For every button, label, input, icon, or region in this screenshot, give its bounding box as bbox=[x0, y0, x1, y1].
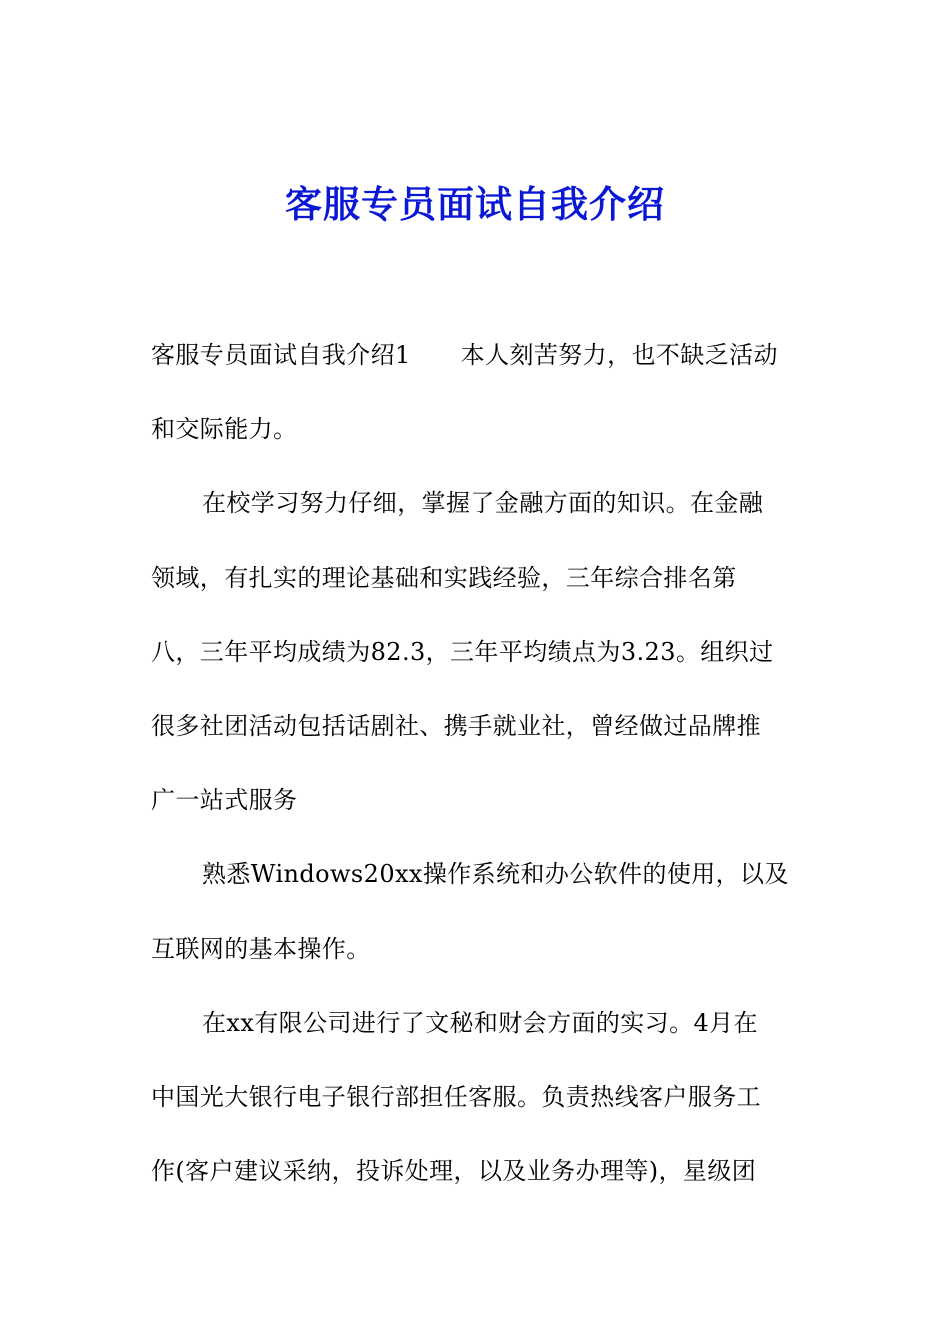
body-line: 在校学习努力仔细，掌握了金融方面的知识。在金融 bbox=[202, 489, 764, 518]
body-line-text: 本人刻苦努力，也不缺乏活动 bbox=[460, 341, 778, 369]
body-line bbox=[151, 318, 811, 392]
body-line: 八，三年平均成绩为82.3，三年平均绩点为3.23。组织过 bbox=[151, 637, 774, 666]
body-line: 互联网的基本操作。 bbox=[151, 934, 371, 963]
body-line: 中国光大银行电子银行部担任客服。负责热线客户服务工 bbox=[151, 1082, 761, 1111]
body-line: 领域，有扎实的理论基础和实践经验，三年综合排名第 bbox=[151, 563, 737, 592]
document-body bbox=[151, 318, 811, 1208]
body-line: 熟悉Windows20xx操作系统和办公软件的使用，以及 bbox=[202, 860, 789, 889]
body-line: 作(客户建议采纳，投诉处理，以及业务办理等)，星级团 bbox=[151, 1157, 757, 1186]
body-line: 广一站式服务 bbox=[151, 786, 298, 815]
section-heading: 客服专员面试自我介绍1 bbox=[151, 341, 411, 369]
body-line: 很多社团活动包括话剧社、携手就业社，曾经做过品牌推 bbox=[151, 711, 761, 740]
document-title: 客服专员面试自我介绍 bbox=[285, 182, 665, 226]
body-line: 在xx有限公司进行了文秘和财会方面的实习。4月在 bbox=[202, 1008, 758, 1037]
body-line: 和交际能力。 bbox=[151, 415, 298, 444]
